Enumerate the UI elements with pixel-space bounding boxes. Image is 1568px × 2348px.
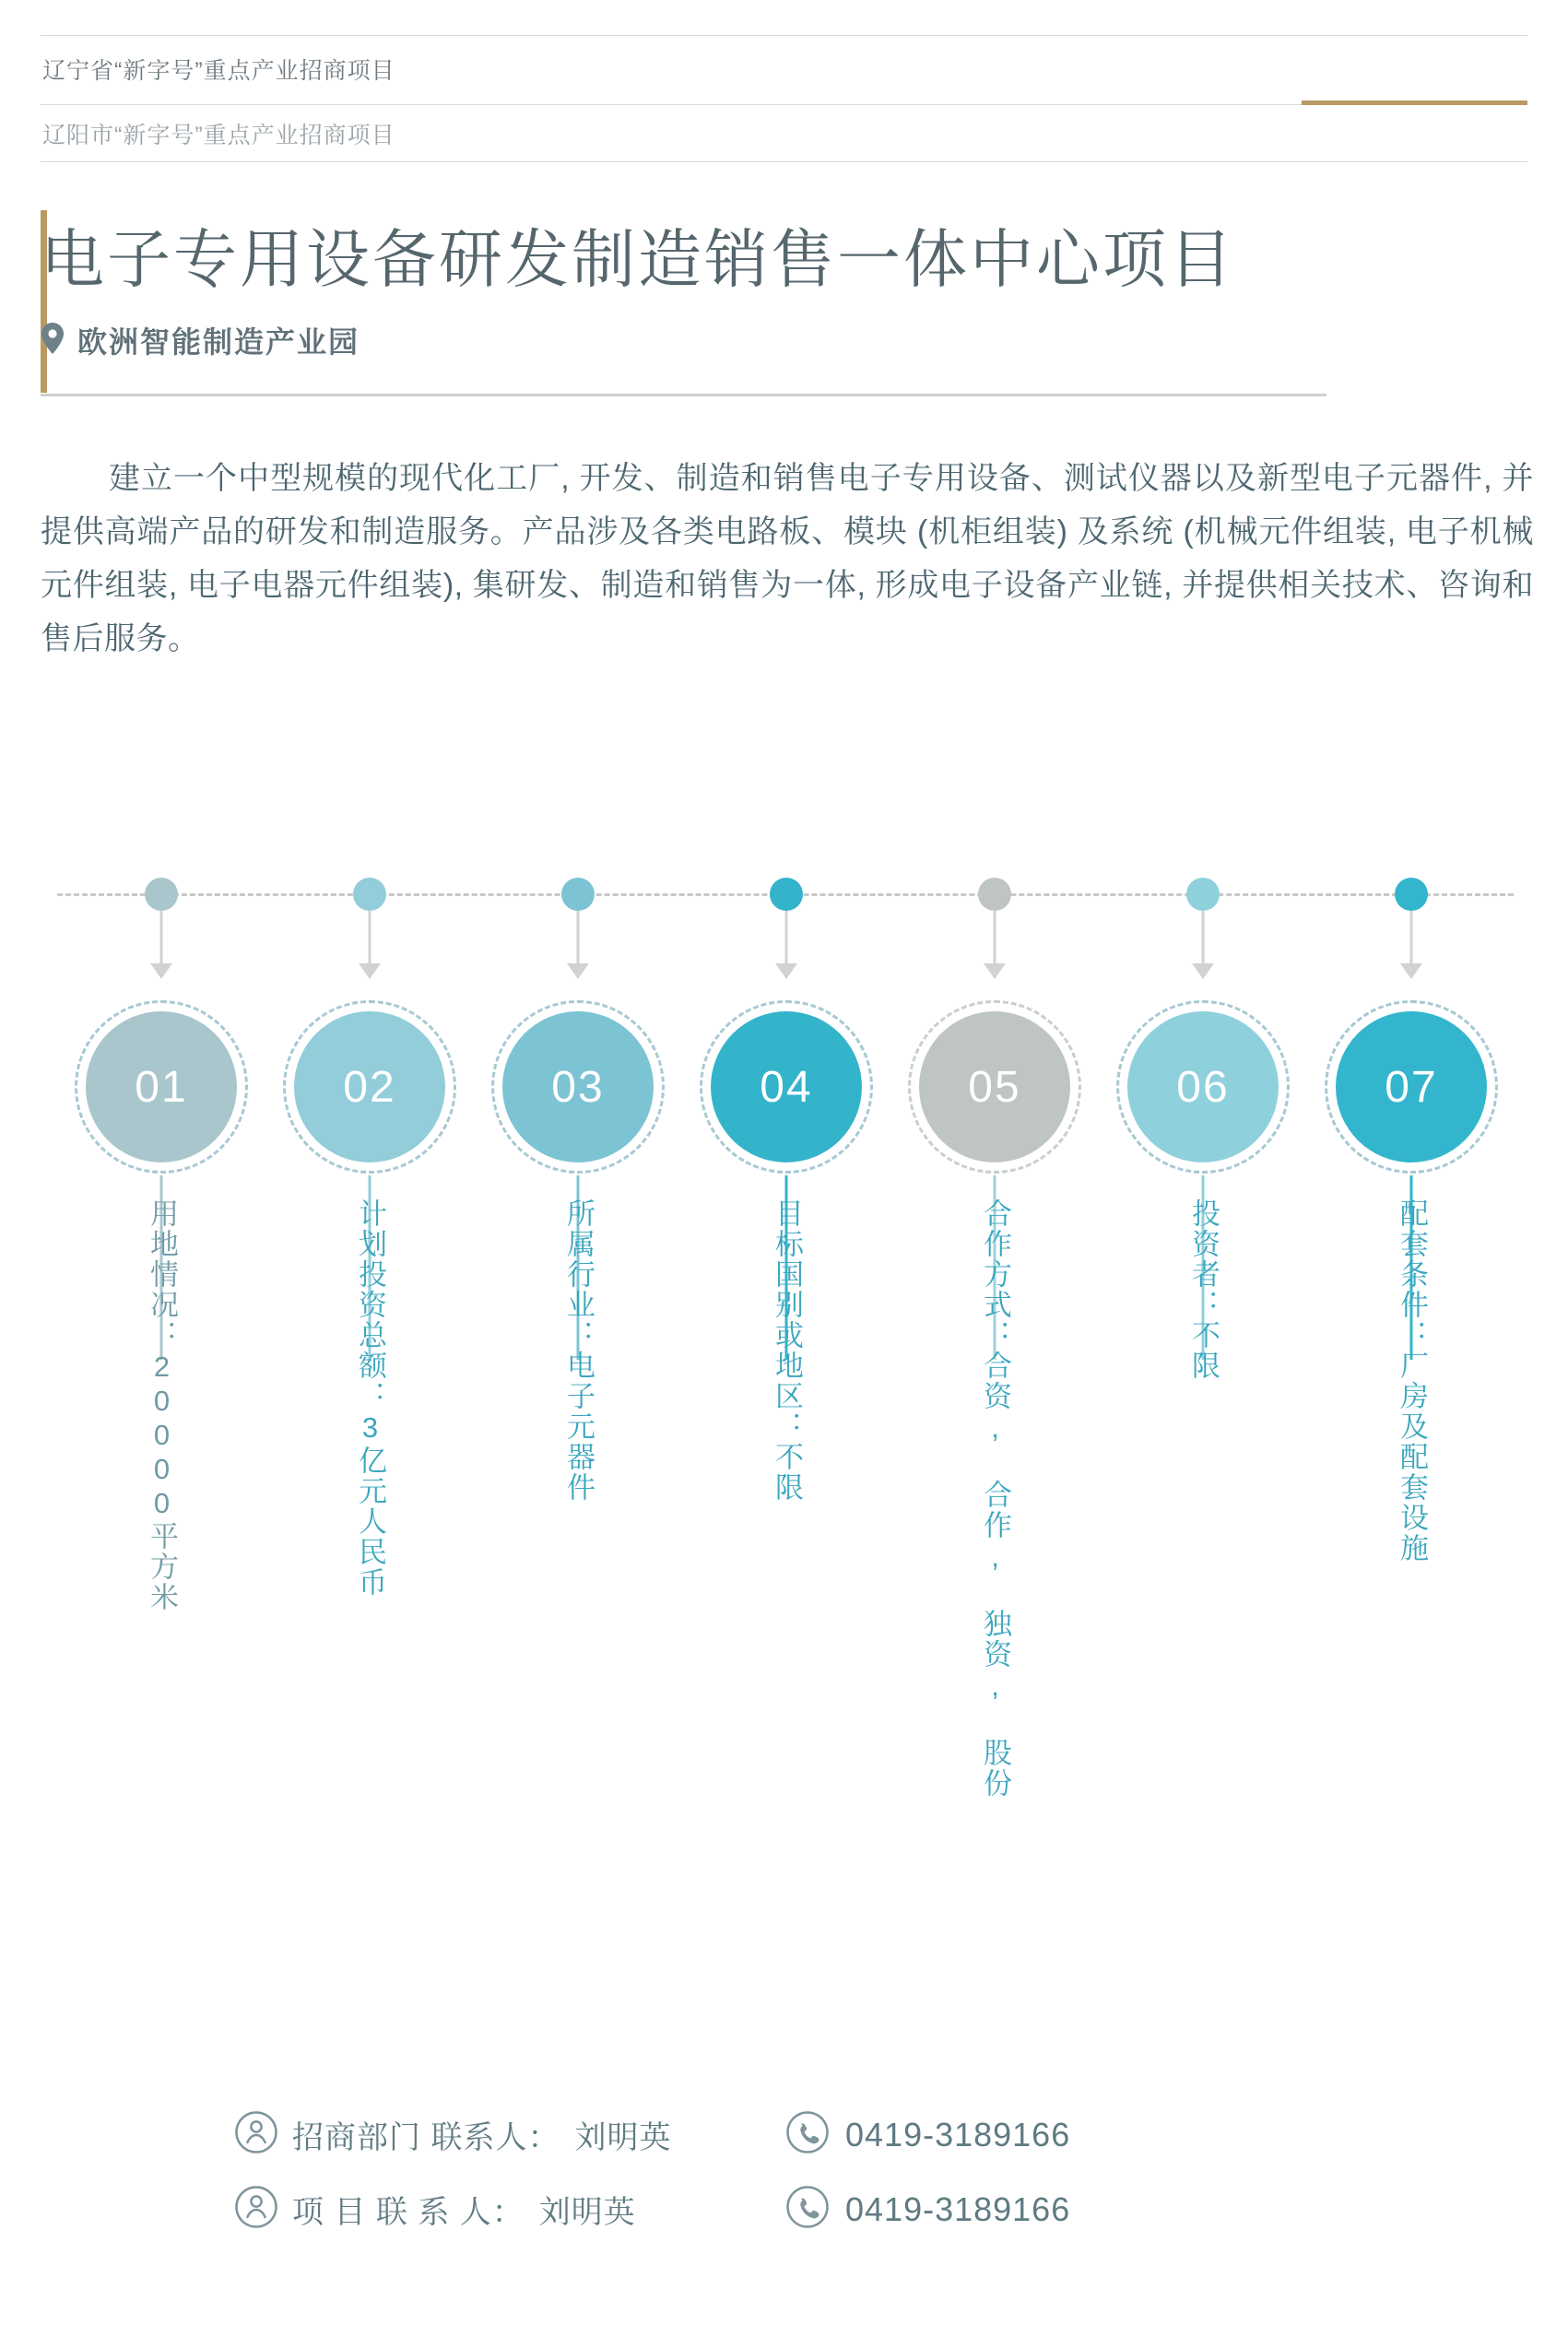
header-accent-bar	[1302, 100, 1527, 105]
header-city-line: 辽阳市“新字号”重点产业招商项目	[42, 123, 395, 148]
timeline-number: 02	[294, 1011, 445, 1162]
timeline-dot	[145, 878, 178, 911]
contact-section	[0, 2111, 1568, 2260]
header-divider-bottom	[41, 161, 1527, 162]
contact-role-label: 项 目 联 系 人：	[292, 2195, 525, 2230]
timeline-stem	[994, 911, 996, 966]
timeline-label: 用地情况：20000平方米	[146, 1198, 178, 1612]
location-row	[41, 319, 360, 361]
timeline-label: 所属行业：电子元器件	[562, 1198, 595, 1503]
timeline-arrow-icon	[567, 963, 589, 979]
timeline-arrow-icon	[984, 963, 1006, 979]
phone-circle-icon	[786, 2111, 829, 2158]
contact-row	[0, 2111, 1568, 2158]
info-timeline	[0, 830, 1568, 1844]
contact-name: 刘明英	[538, 2195, 636, 2230]
contact-name: 刘明英	[574, 2120, 672, 2155]
contact-phone: 0419-3189166	[845, 2189, 1071, 2228]
map-pin-icon	[41, 323, 65, 359]
page-title: 电子专用设备研发制造销售一体中心项目	[41, 224, 1235, 295]
timeline-dot	[978, 878, 1011, 911]
contact-row	[0, 2186, 1568, 2233]
timeline-stem	[1410, 911, 1413, 966]
contact-phone-block	[786, 2186, 1070, 2233]
contact-role-label: 招商部门 联系人：	[292, 2120, 560, 2155]
timeline-stem	[785, 911, 788, 966]
timeline-dot	[770, 878, 803, 911]
timeline-label: 配套条件：厂房及配套设施	[1396, 1198, 1428, 1563]
timeline-number: 04	[711, 1011, 862, 1162]
timeline-arrow-icon	[150, 963, 172, 979]
timeline-number: 06	[1127, 1011, 1279, 1162]
timeline-number: 05	[919, 1011, 1070, 1162]
timeline-label: 合作方式：合资, 合作, 独资, 股份	[979, 1198, 1011, 1799]
user-circle-icon	[235, 2111, 277, 2158]
contact-person-block	[235, 2111, 770, 2158]
header-divider-top	[41, 35, 1527, 36]
timeline-dot	[1186, 878, 1220, 911]
timeline-dot	[561, 878, 595, 911]
timeline-number: 03	[502, 1011, 654, 1162]
contact-phone-block	[786, 2111, 1070, 2158]
timeline-stem	[160, 911, 163, 966]
timeline-stem	[1202, 911, 1205, 966]
contact-person-block	[235, 2186, 770, 2233]
timeline-arrow-icon	[1400, 963, 1422, 979]
timeline-arrow-icon	[775, 963, 797, 979]
project-description: 建立一个中型规模的现代化工厂, 开发、制造和销售电子专用设备、测试仪器以及新型电子元器件, 并提供高端产品的研发和制造服务。产品涉及各类电路板、模块 (机柜组装) 及系统 (机械元件组装, 电子机械元件组装, 电子电器元件组装), 集研发、制造和销售为一体, 形成电子设备产业链, 并提供相关技术、咨询和售后服务。	[41, 461, 1534, 656]
timeline-stem	[577, 911, 580, 966]
timeline-number: 01	[86, 1011, 237, 1162]
timeline-arrow-icon	[359, 963, 381, 979]
timeline-dot	[353, 878, 386, 911]
timeline-label: 投资者：不限	[1187, 1198, 1220, 1381]
location-label: 欧洲智能制造产业园	[77, 325, 360, 359]
user-circle-icon	[235, 2186, 277, 2233]
timeline-number: 07	[1336, 1011, 1487, 1162]
header-province-line: 辽宁省“新字号”重点产业招商项目	[42, 58, 395, 84]
contact-phone: 0419-3189166	[845, 2115, 1071, 2153]
title-bottom-divider	[41, 394, 1326, 396]
timeline-label: 目标国别或地区：不限	[771, 1198, 803, 1503]
timeline-arrow-icon	[1192, 963, 1214, 979]
timeline-dot	[1395, 878, 1428, 911]
timeline-stem	[369, 911, 371, 966]
phone-circle-icon	[786, 2186, 829, 2233]
timeline-label: 计划投资总额：3亿元人民币	[354, 1198, 386, 1598]
page-header	[0, 0, 1568, 166]
